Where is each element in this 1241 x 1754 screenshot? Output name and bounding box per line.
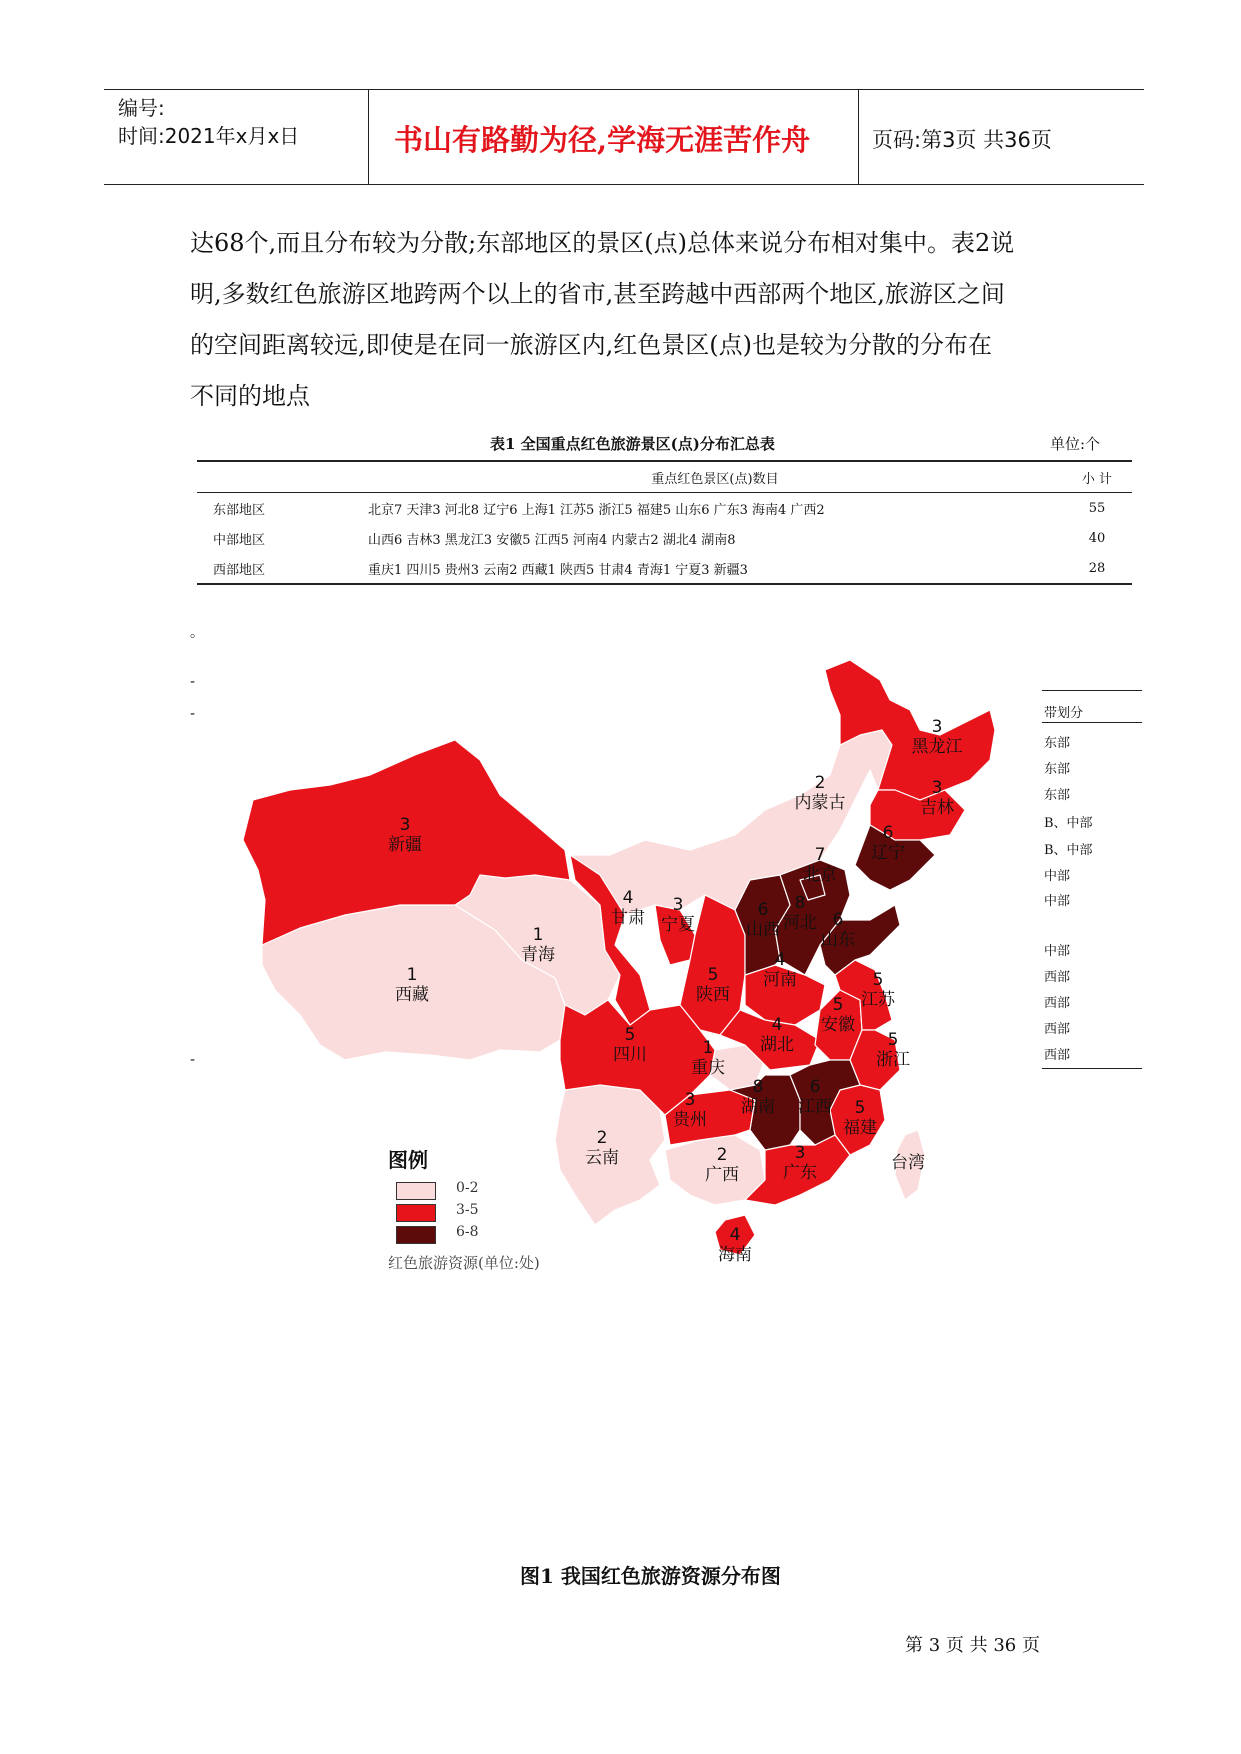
legend-swatch: [396, 1204, 436, 1222]
province-name: 北京: [803, 865, 837, 885]
paragraph-line: 的空间距离较远,即使是在同一旅游区内,红色景区(点)也是较为分散的分布在: [190, 331, 992, 359]
province-name: 西藏: [395, 985, 429, 1005]
province-count: 2: [716, 1145, 728, 1165]
province-count: 2: [814, 773, 826, 793]
header-cell: 小 计: [1081, 471, 1113, 487]
fragment-cell: 东部: [1044, 736, 1071, 751]
region-cell: 中部地区: [213, 532, 266, 548]
fragment-cell: 中部: [1044, 944, 1071, 959]
province-count: 8: [794, 893, 806, 913]
legend-title: 图例: [388, 1148, 428, 1172]
header-cell: 重点红色景区(点)数目: [651, 471, 779, 487]
region-cell: 东部地区: [213, 502, 266, 518]
province-name: 山东: [821, 930, 855, 950]
detail-cell: 重庆1 四川5 贵州3 云南2 西藏1 陕西5 甘肃4 青海1 宁夏3 新疆3: [368, 562, 748, 578]
province-count: 6: [809, 1077, 821, 1097]
province-name: 重庆: [691, 1058, 725, 1078]
province-name: 云南: [585, 1148, 619, 1168]
fragment-cell: 西部: [1044, 996, 1071, 1011]
province-count: 5: [832, 995, 844, 1015]
figure-caption: 图1 我国红色旅游资源分布图: [520, 1564, 781, 1588]
province-name: 浙江: [876, 1050, 910, 1070]
fragment-cell: 东部: [1044, 788, 1071, 803]
page-footer: 第 3 页 共 36 页: [905, 1635, 1040, 1656]
total-cell: 28: [1088, 560, 1106, 576]
fragment-cell: B、中部: [1044, 816, 1093, 831]
province-count: 2: [596, 1128, 608, 1148]
dash-mark: -: [190, 674, 196, 690]
circle-mark: 。: [190, 625, 204, 641]
province-name: 江西: [798, 1097, 832, 1117]
province-name: 黑龙江: [911, 737, 963, 757]
province-count: 6: [757, 900, 769, 920]
total-cell: 55: [1088, 500, 1106, 516]
province-count: 4: [771, 1015, 783, 1035]
dash-mark: -: [190, 1052, 196, 1068]
province-name: 陕西: [696, 985, 730, 1005]
paragraph-line: 不同的地点: [190, 382, 310, 410]
province-count: 4: [729, 1225, 741, 1245]
legend-swatch: [396, 1226, 436, 1244]
province-count: 4: [774, 950, 786, 970]
province-count: 3: [672, 895, 684, 915]
table-caption: 表1 全国重点红色旅游景区(点)分布汇总表: [490, 435, 775, 453]
fragment-cell: B、中部: [1044, 843, 1093, 858]
province-count: 1: [702, 1038, 714, 1058]
legend-label: 0-2: [456, 1180, 479, 1196]
province-name: 内蒙古: [794, 793, 846, 813]
province-count: 8: [752, 1077, 764, 1097]
province-count: 1: [532, 925, 544, 945]
fragment-cell: 中部: [1044, 869, 1071, 884]
detail-cell: 山西6 吉林3 黑龙江3 安徽5 江西5 河南4 内蒙古2 湖北4 湖南8: [368, 532, 736, 548]
dash-mark: -: [190, 706, 196, 722]
legend-note: 红色旅游资源(单位:处): [388, 1254, 540, 1272]
province-name: 河南: [763, 970, 797, 990]
fragment-cell: 西部: [1044, 970, 1071, 985]
province-name: 河北: [783, 913, 817, 933]
province-name: 山西: [746, 920, 780, 940]
detail-cell: 北京7 天津3 河北8 辽宁6 上海1 江苏5 浙江5 福建5 山东6 广东3 海南4 广西2: [368, 502, 825, 518]
province-count: 6: [832, 910, 844, 930]
motto: 书山有路勤为径,学海无涯苦作舟: [394, 123, 811, 157]
province-count: 6: [882, 823, 894, 843]
province-name: 贵州: [673, 1110, 707, 1130]
legend-item: [396, 1180, 496, 1200]
province-name: 辽宁: [871, 843, 905, 863]
map-legend: [388, 1144, 540, 1272]
province-count: 3: [931, 717, 943, 737]
province-count: 1: [406, 965, 418, 985]
legend-item: [396, 1202, 496, 1222]
province-count: 3: [399, 815, 411, 835]
province-count: 3: [684, 1090, 696, 1110]
province-name: 海南: [718, 1245, 752, 1265]
fragment-cell: 中部: [1044, 894, 1071, 909]
fragment-header: 带划分: [1044, 706, 1084, 721]
province-name: 湖南: [741, 1097, 775, 1117]
fragment-cell: 东部: [1044, 762, 1071, 777]
number-label: 编号:: [118, 96, 165, 120]
province-count: 7: [814, 845, 826, 865]
paragraph-line: 达68个,而且分布较为分散;东部地区的景区(点)总体来说分布相对集中。表2说: [190, 229, 1015, 257]
legend-item: [396, 1224, 496, 1244]
paragraph-line: 明,多数红色旅游区地跨两个以上的省市,甚至跨越中西部两个地区,旅游区之间: [190, 280, 1005, 308]
province-count: 4: [622, 888, 634, 908]
province-name: 青海: [521, 945, 555, 965]
province-count: 5: [854, 1098, 866, 1118]
province-count: 3: [931, 778, 943, 798]
province-name: 江苏: [861, 990, 895, 1010]
legend-swatch: [396, 1182, 436, 1200]
page-info: 页码:第3页 共36页: [872, 128, 1052, 152]
fragment-cell: 西部: [1044, 1048, 1071, 1063]
fragment-cell: 西部: [1044, 1022, 1071, 1037]
province-count: 5: [707, 965, 719, 985]
province-name: 新疆: [388, 835, 422, 855]
province-name: 福建: [843, 1118, 877, 1138]
province-name: 广西: [705, 1165, 739, 1185]
total-cell: 40: [1088, 530, 1106, 546]
province-name: 安徽: [821, 1015, 855, 1035]
province-count: 3: [794, 1143, 806, 1163]
province-name: 四川: [613, 1045, 647, 1065]
province-name: 宁夏: [661, 915, 695, 935]
legend-label: 6-8: [456, 1224, 479, 1240]
province-name: 湖北: [760, 1035, 794, 1055]
province-count: 5: [872, 970, 884, 990]
table-unit: 单位:个: [1050, 435, 1101, 453]
region-cell: 西部地区: [213, 562, 266, 578]
province-name: 吉林: [920, 798, 954, 818]
province-name: 广东: [783, 1163, 817, 1183]
province-name: 甘肃: [611, 908, 645, 928]
province-name: 台湾: [891, 1153, 925, 1173]
legend-label: 3-5: [456, 1202, 479, 1218]
time-label: 时间:2021年x月x日: [118, 124, 300, 148]
province-count: 5: [624, 1025, 636, 1045]
province-count: 5: [887, 1030, 899, 1050]
